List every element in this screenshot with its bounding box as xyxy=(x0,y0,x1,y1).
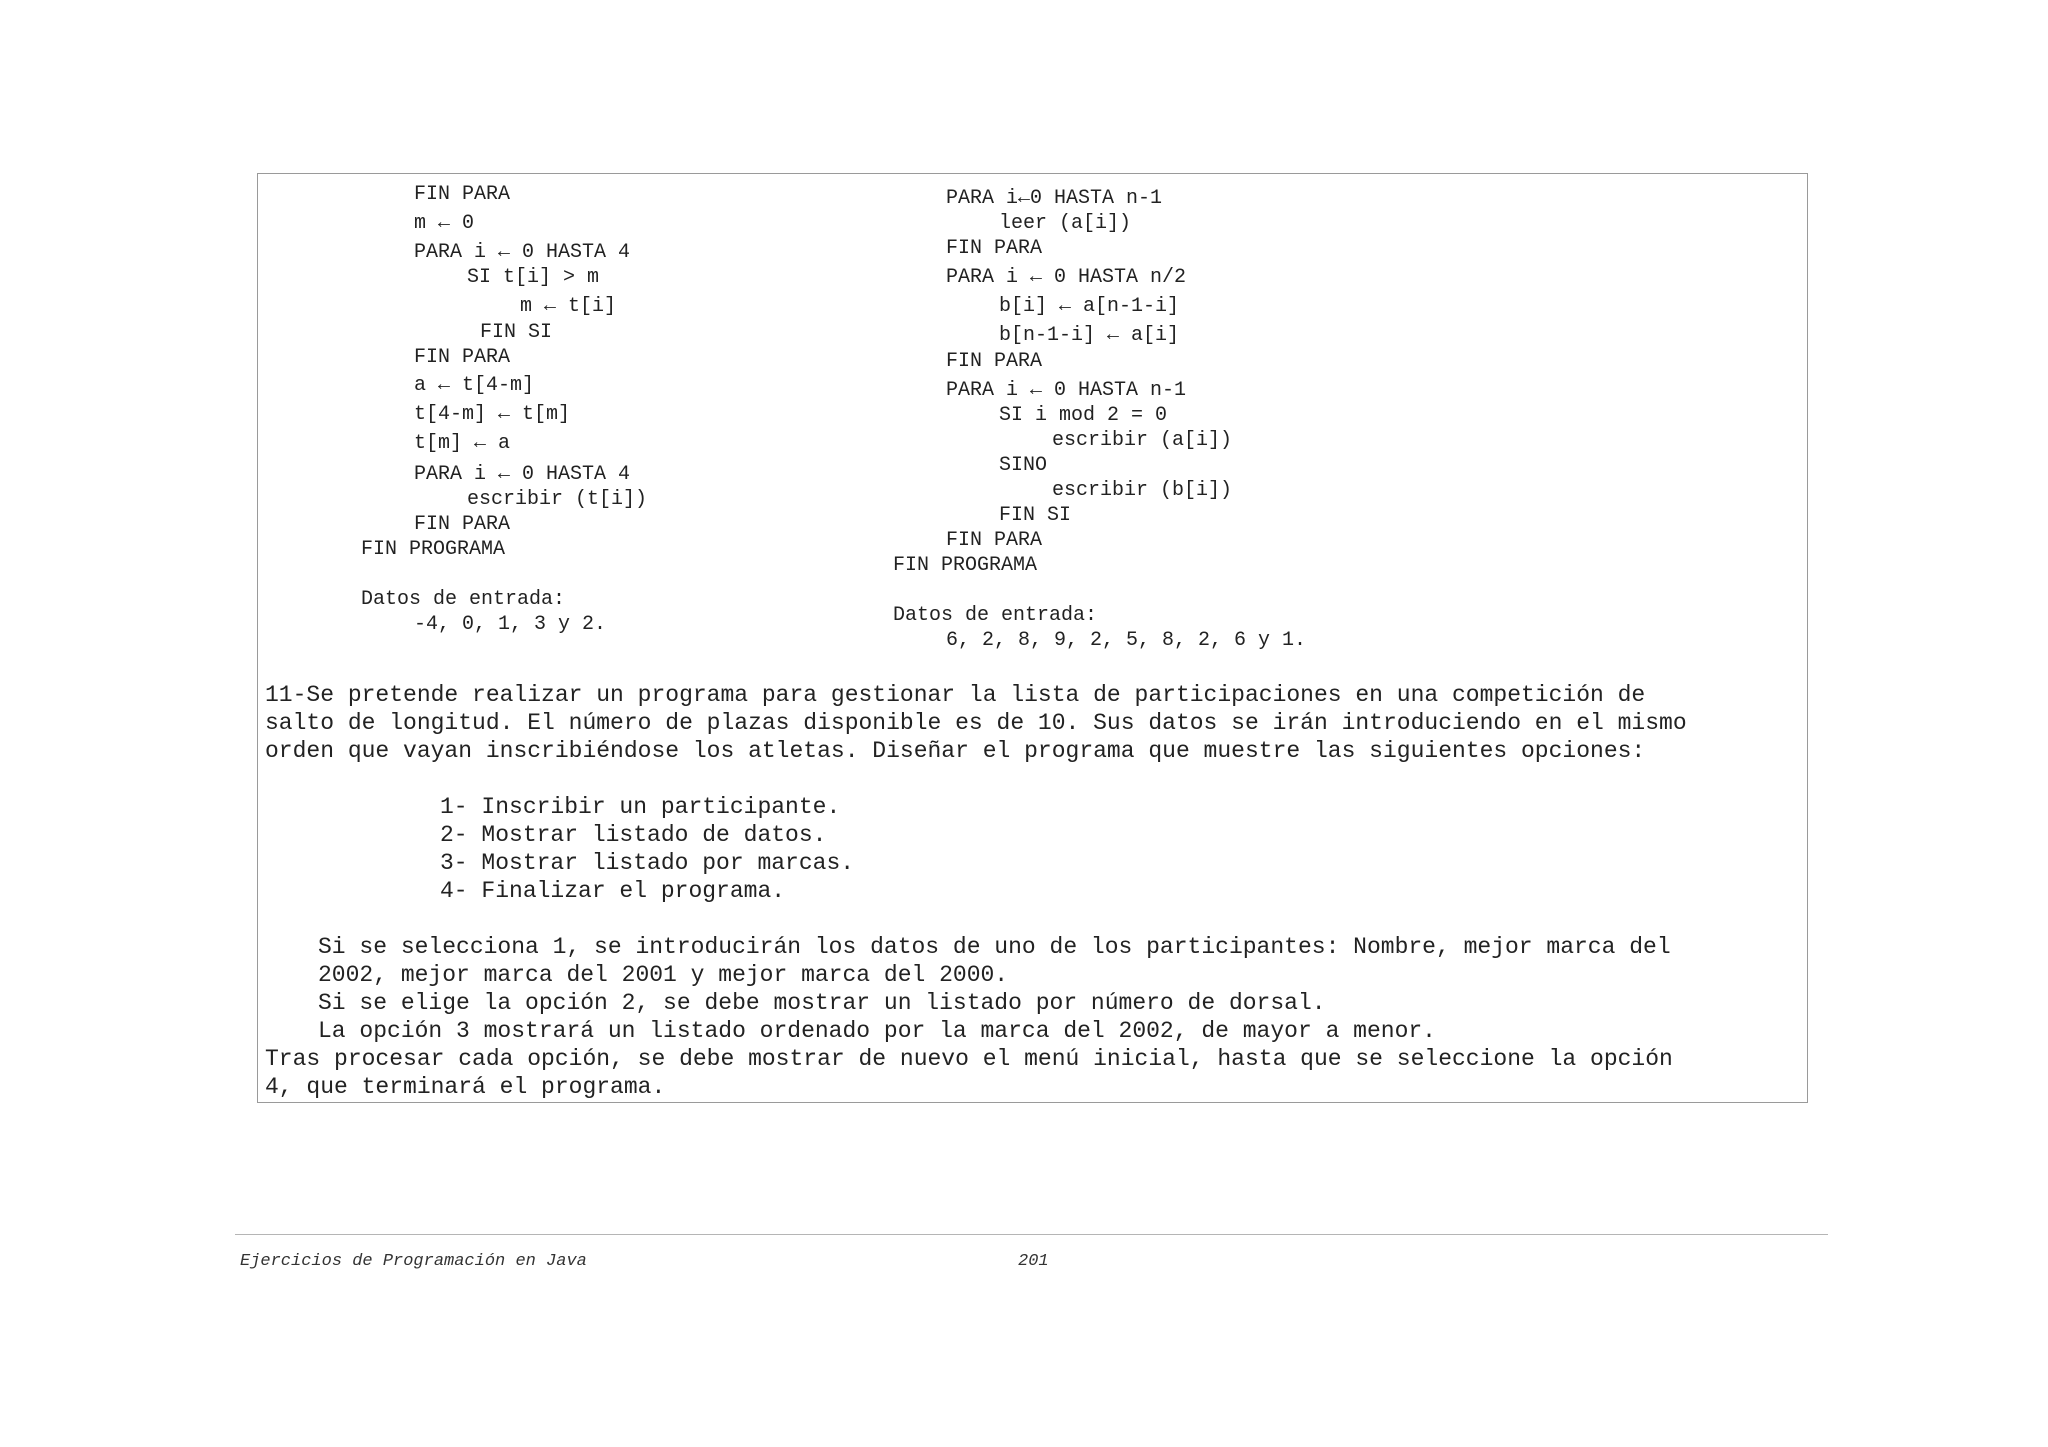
menu-option: 2- Mostrar listado de datos. xyxy=(440,822,827,848)
code-line: FIN SI xyxy=(999,504,1072,527)
code-line: SI t[i] > m xyxy=(467,266,600,289)
exercise-intro-line: 11-Se pretende realizar un programa para gestionar la lista de participaciones en una competición de xyxy=(265,682,1646,708)
code-line: PARA i←0 HASTA n-1 xyxy=(946,187,1163,210)
code-line: PARA i ← 0 HASTA n-1 xyxy=(946,379,1187,402)
exercise-intro-line: salto de longitud. El número de plazas disponible es de 10. Sus datos se irán introduciendo en el mismo xyxy=(265,710,1687,736)
code-line: SINO xyxy=(999,454,1048,477)
code-line: FIN SI xyxy=(480,321,553,344)
exercise-detail-line: Si se elige la opción 2, se debe mostrar un listado por número de dorsal. xyxy=(318,990,1326,1016)
code-line: FIN PROGRAMA xyxy=(893,554,1038,577)
exercise-detail-line: 2002, mejor marca del 2001 y mejor marca del 2000. xyxy=(318,962,1009,988)
code-line: t[4-m] ← t[m] xyxy=(414,403,571,426)
code-line: Datos de entrada: xyxy=(893,604,1098,627)
footer-divider xyxy=(235,1234,1828,1235)
exercise-closing-line: Tras procesar cada opción, se debe mostrar de nuevo el menú inicial, hasta que se seleccione la opción xyxy=(265,1046,1673,1072)
exercise-detail-line: Si se selecciona 1, se introducirán los datos de uno de los participantes: Nombre, mejor marca del xyxy=(318,934,1671,960)
code-line: 6, 2, 8, 9, 2, 5, 8, 2, 6 y 1. xyxy=(946,629,1307,652)
code-line: PARA i ← 0 HASTA 4 xyxy=(414,241,631,264)
code-line: b[n-1-i] ← a[i] xyxy=(999,324,1180,347)
code-line: escribir (b[i]) xyxy=(1052,479,1233,502)
code-line: FIN PARA xyxy=(946,350,1043,373)
code-line: FIN PARA xyxy=(946,237,1043,260)
code-line: leer (a[i]) xyxy=(999,212,1132,235)
menu-option: 1- Inscribir un participante. xyxy=(440,794,841,820)
code-line: FIN PARA xyxy=(946,529,1043,552)
menu-option: 4- Finalizar el programa. xyxy=(440,878,786,904)
exercise-intro-line: orden que vayan inscribiéndose los atletas. Diseñar el programa que muestre las siguientes opciones: xyxy=(265,738,1646,764)
menu-option: 3- Mostrar listado por marcas. xyxy=(440,850,855,876)
exercise-closing-line: 4, que terminará el programa. xyxy=(265,1074,666,1100)
code-line: escribir (a[i]) xyxy=(1052,429,1233,452)
code-line: SI i mod 2 = 0 xyxy=(999,404,1168,427)
code-line: Datos de entrada: xyxy=(361,588,566,611)
code-line: m ← 0 xyxy=(414,212,475,235)
footer-book-title: Ejercicios de Programación en Java xyxy=(240,1252,587,1271)
code-line: FIN PROGRAMA xyxy=(361,538,506,561)
code-line: FIN PARA xyxy=(414,183,511,206)
code-line: escribir (t[i]) xyxy=(467,488,648,511)
code-line: PARA i ← 0 HASTA n/2 xyxy=(946,266,1187,289)
code-line: a ← t[4-m] xyxy=(414,374,535,397)
code-line: PARA i ← 0 HASTA 4 xyxy=(414,463,631,486)
page-number: 201 xyxy=(1018,1252,1049,1271)
code-line: t[m] ← a xyxy=(414,432,511,455)
exercise-detail-line: La opción 3 mostrará un listado ordenado por la marca del 2002, de mayor a menor. xyxy=(318,1018,1436,1044)
code-line: m ← t[i] xyxy=(520,295,617,318)
code-line: FIN PARA xyxy=(414,346,511,369)
code-line: -4, 0, 1, 3 y 2. xyxy=(414,613,607,636)
code-line: b[i] ← a[n-1-i] xyxy=(999,295,1180,318)
code-line: FIN PARA xyxy=(414,513,511,536)
